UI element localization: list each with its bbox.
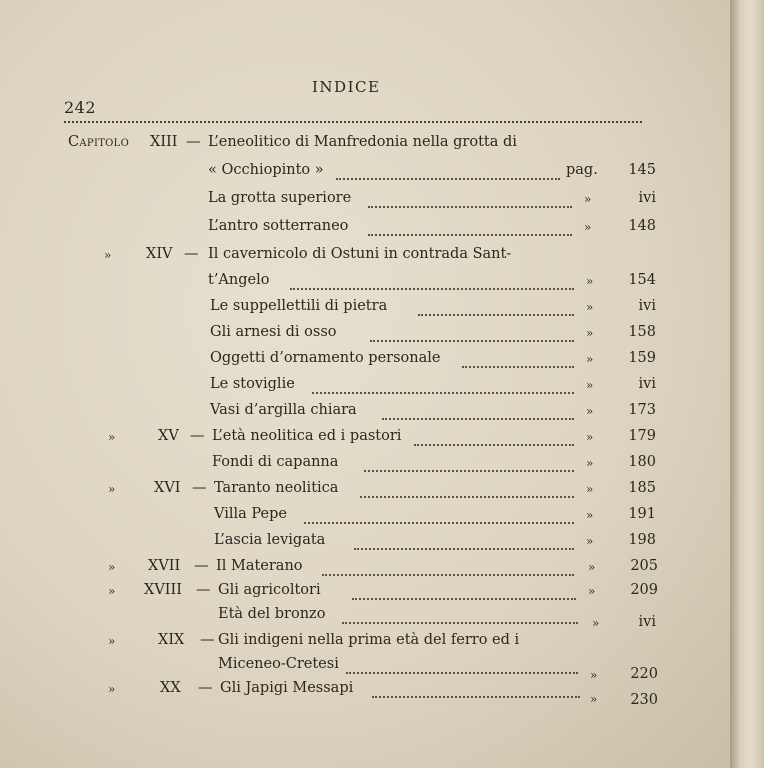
toc-entry (0, 428, 730, 450)
page-reference: 180 (628, 454, 656, 470)
page-reference: 220 (630, 666, 658, 682)
ditto-mark: » (586, 534, 594, 548)
dot-leader (368, 196, 572, 208)
entry-title: Villa Pepe (214, 506, 287, 522)
page-reference: ivi (638, 298, 656, 314)
entry-title: Miceneo-Cretesi (218, 656, 339, 672)
chapter-dash: — (184, 246, 199, 262)
chapter-dash: — (198, 680, 213, 696)
entry-title: Le suppellettili di pietra (210, 298, 388, 314)
ditto-mark: » (586, 326, 594, 340)
toc-entry (0, 480, 730, 502)
toc-entry (0, 454, 730, 476)
entry-title: « Occhiopinto » (208, 162, 324, 178)
ditto-mark: » (592, 616, 600, 630)
entry-title: Gli agricoltori (218, 582, 321, 598)
dot-leader (304, 512, 574, 524)
toc-entry (0, 190, 730, 212)
ditto-mark: » (586, 274, 594, 288)
dot-leader (354, 538, 574, 550)
ditto-mark: » (104, 248, 112, 262)
toc-entry (0, 506, 730, 528)
dot-leader (342, 612, 578, 624)
chapter-number: XIX (158, 632, 185, 648)
entry-title: Il cavernicolo di Ostuni in contrada Sant- (208, 246, 512, 262)
ditto-mark: » (588, 560, 596, 574)
ditto-mark: » (586, 430, 594, 444)
toc-entry (0, 324, 730, 346)
page-reference: 198 (628, 532, 656, 548)
entry-title: Vasi d’argilla chiara (210, 402, 357, 418)
entry-title: Taranto neolitica (214, 480, 339, 496)
ditto-mark: » (108, 482, 116, 496)
entry-title: Gli arnesi di osso (210, 324, 337, 340)
ditto-mark: » (590, 668, 598, 682)
page-reference: 209 (630, 582, 658, 598)
page-reference: 205 (630, 558, 658, 574)
page-reference: ivi (638, 376, 656, 392)
chapter-dash: — (196, 582, 211, 598)
chapter-number: XIV (146, 246, 173, 262)
entry-title: La grotta superiore (208, 190, 352, 206)
entry-title: Fondi di capanna (212, 454, 339, 470)
toc-entry (0, 582, 730, 604)
toc-entry (0, 272, 730, 294)
toc-entry (0, 298, 730, 320)
toc-entry (0, 532, 730, 554)
ditto-mark: » (108, 560, 116, 574)
chapter-number: XVII (148, 558, 181, 574)
page-reference: 173 (628, 402, 656, 418)
chapter-number: XVIII (144, 582, 182, 598)
page-reference: 158 (628, 324, 656, 340)
dot-leader (368, 224, 572, 236)
toc-entry (0, 134, 730, 156)
chapter-dash: — (192, 480, 207, 496)
dot-leader (372, 686, 580, 698)
chapter-number: XX (160, 680, 181, 696)
ditto-mark: » (588, 584, 596, 598)
page-reference: ivi (638, 190, 656, 206)
entry-title: Gli Japigi Messapi (220, 680, 354, 696)
dot-leader (370, 330, 574, 342)
page-reference: 145 (628, 162, 656, 178)
ditto-mark: » (586, 456, 594, 470)
entry-title: Oggetti d’ornamento personale (210, 350, 441, 366)
chapter-dash: — (186, 134, 201, 150)
chapter-dash: — (194, 558, 209, 574)
dot-leader (312, 382, 574, 394)
ditto-mark: » (586, 482, 594, 496)
ditto-mark: » (586, 300, 594, 314)
entry-title: Età del bronzo (218, 606, 326, 622)
ditto-mark: » (586, 404, 594, 418)
entry-title: L’eneolitico di Manfredonia nella grotta di (208, 134, 517, 150)
chapter-label: Capitolo (68, 134, 130, 150)
entry-title: L’antro sotterraneo (208, 218, 349, 234)
ditto-mark: » (108, 584, 116, 598)
dot-leader (364, 460, 574, 472)
page-reference: 230 (630, 692, 658, 708)
toc-entry (0, 350, 730, 372)
dot-leader (322, 564, 574, 576)
page-reference: 148 (628, 218, 656, 234)
dot-leader (382, 408, 574, 420)
entry-title: L’età neolitica ed i pastori (212, 428, 402, 444)
toc-entry (0, 606, 730, 628)
page-reference: ivi (638, 614, 656, 630)
toc-entry (0, 402, 730, 424)
toc-entry (0, 162, 730, 184)
next-page-edge (730, 0, 764, 768)
header-rule (64, 121, 642, 123)
ditto-mark: » (108, 634, 116, 648)
ditto-mark: » (584, 220, 592, 234)
entry-title: t’Angelo (208, 272, 270, 288)
page-reference: 185 (628, 480, 656, 496)
chapter-number: XV (158, 428, 179, 444)
toc-entry (0, 632, 730, 654)
dot-leader (360, 486, 574, 498)
entry-title: L’ascia levigata (214, 532, 326, 548)
toc-entry (0, 680, 730, 708)
dot-leader (414, 434, 574, 446)
dot-leader (352, 588, 576, 600)
entry-title: Le stoviglie (210, 376, 295, 392)
page-reference: 191 (628, 506, 656, 522)
page-title: INDICE (312, 78, 381, 96)
entry-title: Gli indigeni nella prima età del ferro ed i (218, 632, 520, 648)
dot-leader (290, 278, 574, 290)
page-reference: 154 (628, 272, 656, 288)
ditto-mark: » (584, 192, 592, 206)
ditto-mark: » (108, 430, 116, 444)
ditto-mark: » (586, 352, 594, 366)
toc-entry (0, 558, 730, 580)
chapter-dash: — (190, 428, 205, 444)
ditto-mark: » (108, 682, 116, 696)
page-reference: 179 (628, 428, 656, 444)
toc-entry (0, 376, 730, 398)
dot-leader (462, 356, 574, 368)
dot-leader (346, 662, 578, 674)
page-number: 242 (64, 98, 97, 117)
entry-title: Il Materano (216, 558, 303, 574)
chapter-number: XVI (154, 480, 181, 496)
toc-entry (0, 218, 730, 240)
chapter-number: XIII (150, 134, 178, 150)
ditto-mark: » (590, 692, 598, 706)
page-prefix: pag. (566, 162, 598, 178)
ditto-mark: » (586, 378, 594, 392)
dot-leader (418, 304, 574, 316)
ditto-mark: » (586, 508, 594, 522)
toc-entry (0, 246, 730, 268)
dot-leader (336, 168, 560, 180)
chapter-dash: — (200, 632, 215, 648)
toc-entry (0, 656, 730, 682)
page-reference: 159 (628, 350, 656, 366)
